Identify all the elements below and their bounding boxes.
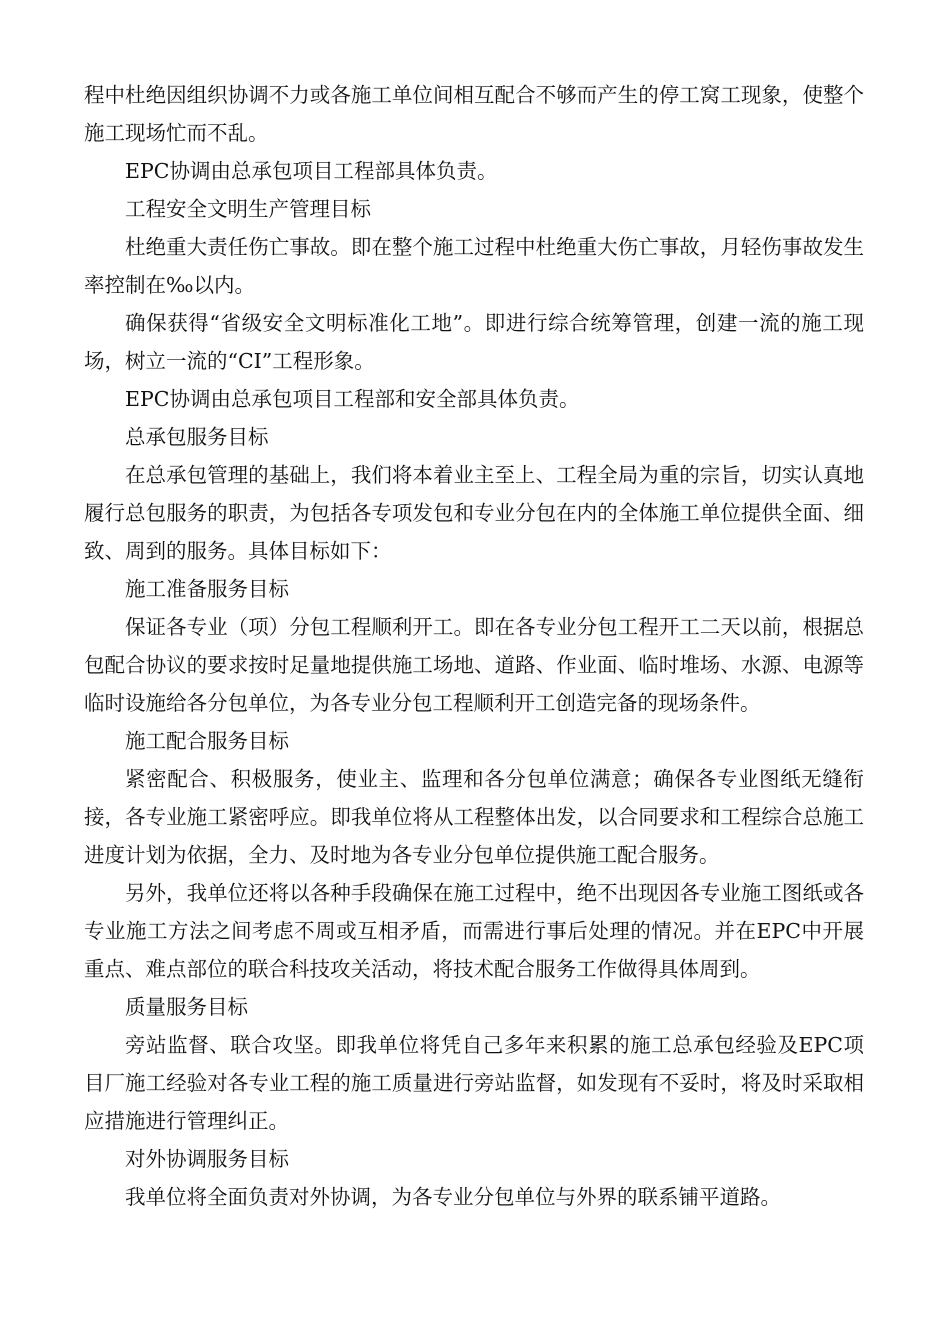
paragraph-accident-control: 杜绝重大责任伤亡事故。即在整个施工过程中杜绝重大伤亡事故，月轻伤事故发生率控制在‰以内。 — [84, 235, 864, 297]
heading-preparation-goal: 施工准备服务目标 — [125, 577, 289, 601]
paragraph-epc-coordination: EPC协调由总承包项目工程部具体负责。 — [125, 159, 498, 183]
heading-cooperation-goal: 施工配合服务目标 — [125, 729, 289, 753]
paragraph-service-intro: 在总承包管理的基础上，我们将本着业主至上、工程全局为重的宗旨，切实认真地履行总包服务的职责，为包括各专项发包和专业分包在内的全体施工单位提供全面、细致、周到的服务。具体目标如下： — [84, 463, 864, 563]
paragraph-external: 我单位将全面负责对外协调，为各专业分包单位与外界的联系铺平道路。 — [125, 1185, 781, 1209]
paragraph-epc-safety: EPC协调由总承包项目工程部和安全部具体负责。 — [125, 387, 580, 411]
paragraph-safety-site: 确保获得“省级安全文明标准化工地”。即进行综合统筹管理，创建一流的施工现场，树立一流的“CI”工程形象。 — [84, 311, 864, 373]
paragraph-cooperation: 紧密配合、积极服务，使业主、监理和各分包单位满意；确保各专业图纸无缝衔接，各专业施工紧密呼应。即我单位将从工程整体出发，以合同要求和工程综合总施工进度计划为依据，全力、及时地为各专业分包单位提供施工配合服务。 — [84, 767, 864, 867]
heading-external-goal: 对外协调服务目标 — [125, 1147, 289, 1171]
heading-quality-goal: 质量服务目标 — [125, 995, 248, 1019]
paragraph-quality: 旁站监督、联合攻坚。即我单位将凭自己多年来积累的施工总承包经验及EPC项目厂施工经验对各专业工程的施工质量进行旁站监督，如发现有不妥时，将及时采取相应措施进行管理纠正。 — [84, 1033, 864, 1133]
heading-safety-goal: 工程安全文明生产管理目标 — [125, 197, 371, 221]
paragraph-continuation: 程中杜绝因组织协调不力或各施工单位间相互配合不够而产生的停工窝工现象，使整个施工现场忙而不乱。 — [84, 83, 864, 145]
document-body — [84, 76, 864, 1216]
heading-service-goal: 总承包服务目标 — [125, 425, 269, 449]
paragraph-additional: 另外，我单位还将以各种手段确保在施工过程中，绝不出现因各专业施工图纸或各专业施工方法之间考虑不周或互相矛盾，而需进行事后处理的情况。并在EPC中开展重点、难点部位的联合科技攻关活动，将技术配合服务工作做得具体周到。 — [84, 881, 864, 981]
paragraph-preparation: 保证各专业（项）分包工程顺利开工。即在各专业分包工程开工二天以前，根据总包配合协议的要求按时足量地提供施工场地、道路、作业面、临时堆场、水源、电源等临时设施给各分包单位，为各专业分包工程顺利开工创造完备的现场条件。 — [84, 615, 864, 715]
